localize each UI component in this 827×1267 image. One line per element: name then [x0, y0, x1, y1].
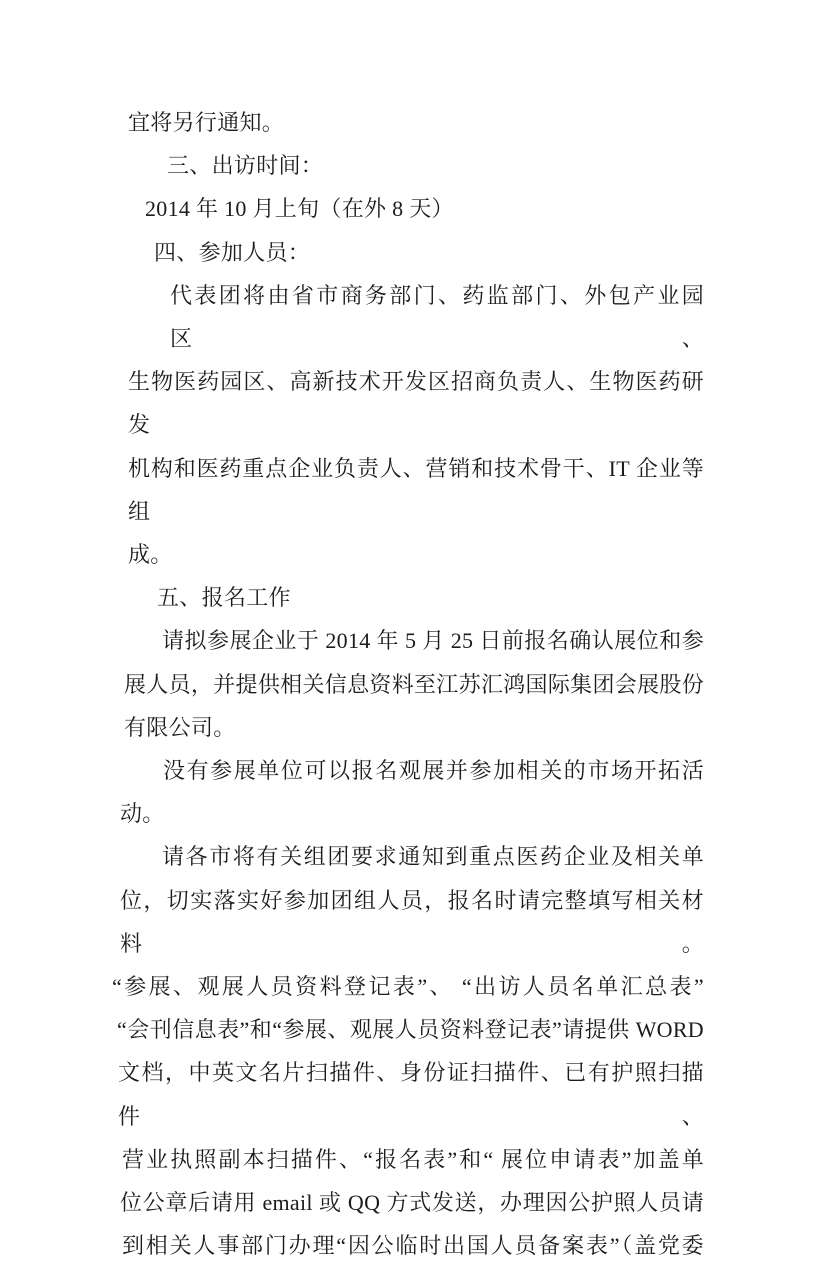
document-line: 请拟参展企业于 2014 年 5 月 25 日前报名确认展位和参 [162, 628, 704, 654]
document-text-block [112, 101, 704, 1267]
document-line: 没有参展单位可以报名观展并参加相关的市场开拓活 [163, 758, 704, 784]
document-line: 营业执照副本扫描件、“报名表”和“ 展位申请表”加盖单 [122, 1146, 704, 1172]
document-line: 机构和医药重点企业负责人、营销和技术骨干、IT 企业等组 [128, 455, 704, 524]
document-line: 动。 [120, 801, 165, 827]
document-line: 位公章后请用 email 或 QQ 方式发送，办理因公护照人员请 [120, 1190, 704, 1216]
document-line: 生物医药园区、高新技术开发区招商负责人、生物医药研发 [128, 369, 704, 438]
document-line: 文档，中英文名片扫描件、身份证扫描件、已有护照扫描件、 [118, 1060, 704, 1129]
document-line: “会刊信息表”和“参展、观展人员资料登记表”请提供 WORD [117, 1017, 704, 1043]
document-line: “参展、观展人员资料登记表”、 “出访人员名单汇总表” [112, 974, 704, 1000]
document-line: 宜将另行通知。 [128, 110, 285, 135]
document-line: 有限公司。 [124, 714, 236, 740]
document-line: 请各市将有关组团要求通知到重点医药企业及相关单 [162, 844, 704, 870]
document-line: 代表团将由省市商务部门、药监部门、外包产业园区、 [170, 282, 704, 352]
document-line: 五、报名工作 [157, 585, 291, 611]
document-line: 2014 年 10 月上旬（在外 8 天） [145, 196, 454, 222]
document-line: 三、出访时间： [167, 153, 324, 179]
document-line: 展人员，并提供相关信息资料至江苏汇鸿国际集团会展股份 [124, 671, 704, 697]
document-line: 到相关人事部门办理“因公临时出国人员备案表”（盖党委 [122, 1233, 704, 1259]
document-line: 四、参加人员： [154, 239, 311, 265]
document-line: 成。 [128, 542, 173, 568]
document-line: 位，切实落实好参加团组人员，报名时请完整填写相关材料。 [120, 887, 704, 956]
